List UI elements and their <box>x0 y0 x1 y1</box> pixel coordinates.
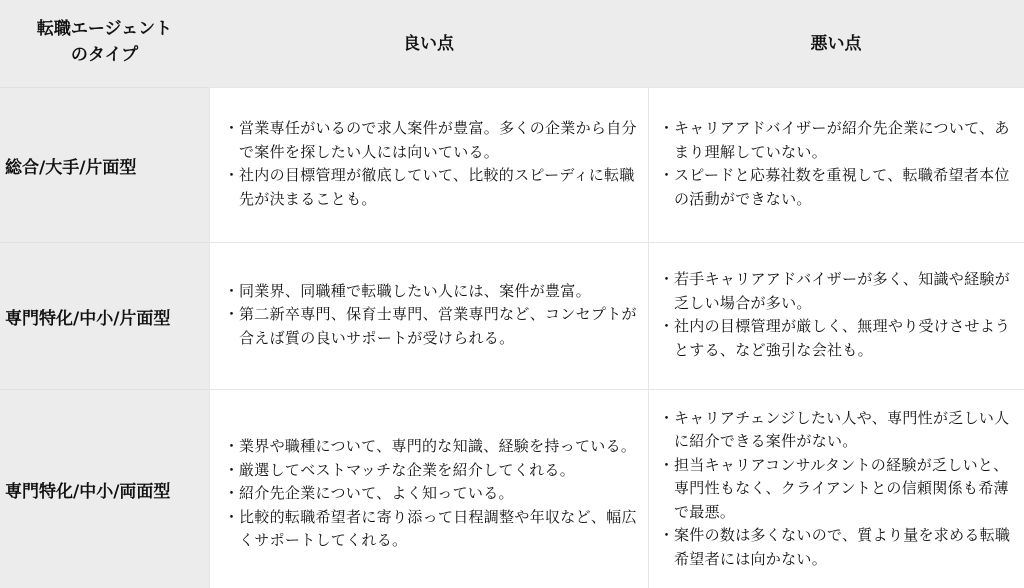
list-item: ・ 同業界、同職種で転職したい人には、案件が豊富。 <box>224 280 642 304</box>
list-item: ・ 社内の目標管理が徹底していて、比較的スピーディに転職先が決まることも。 <box>224 166 635 208</box>
good-points-general <box>209 87 648 242</box>
bullet-mark: ・ <box>224 437 240 456</box>
bullet-mark: ・ <box>659 317 675 335</box>
bad-points-general <box>648 87 1024 242</box>
bullet-mark: ・ <box>224 119 240 137</box>
good-points-specialized-one-sided <box>209 242 648 389</box>
bullet-mark: ・ <box>659 119 675 137</box>
bullet-mark: ・ <box>659 166 675 184</box>
list-item: ・ 厳選してベストマッチな企業を紹介してくれる。 <box>224 459 642 483</box>
bullet-mark: ・ <box>224 484 240 503</box>
column-header-type <box>0 0 209 87</box>
list-item: ・ 担当キャリアコンサルタントの経験が乏しいと、専門性もなく、クライアントとの信頼関係も希薄で最悪。 <box>659 455 1009 521</box>
list-item: ・ 営業専任がいるので求人案件が豊富。多くの企業から自分で案件を探したい人には向いている。 <box>224 119 637 161</box>
bullet-mark: ・ <box>659 526 675 545</box>
bullet-mark: ・ <box>659 408 675 427</box>
good-points-specialized-two-sided <box>209 389 648 588</box>
bullet-mark: ・ <box>224 281 240 300</box>
column-header-good: 良い点 <box>209 0 648 87</box>
bullet-mark: ・ <box>224 507 240 526</box>
bullet-mark: ・ <box>224 305 240 324</box>
list-item: ・ 紹介先企業について、よく知っている。 <box>224 482 642 506</box>
row-header-general: 総合/大手/片面型 <box>0 87 209 242</box>
list-item: ・ 案件の数は多くないので、質より量を求める転職希望者には向かない。 <box>659 526 1011 568</box>
column-header-bad: 悪い点 <box>648 0 1024 87</box>
list-item: ・ キャリアアドバイザーが紹介先企業について、あまり理解していない。 <box>659 119 1010 161</box>
bad-points-specialized-two-sided <box>648 389 1024 588</box>
list-item: ・ キャリアチェンジしたい人や、専門性が乏しい人に紹介できる案件がない。 <box>659 408 1010 451</box>
list-item: ・ スピードと応募社数を重視して、転職希望者本位の活動ができない。 <box>659 166 1010 208</box>
bullet-mark: ・ <box>224 460 240 479</box>
list-item: ・ 比較的転職希望者に寄り添って日程調整や年収など、幅広くサポートしてくれる。 <box>224 507 637 550</box>
column-header-type-line1: 転職エージェント <box>36 18 173 39</box>
bullet-mark: ・ <box>224 166 240 184</box>
list-item: ・ 社内の目標管理が厳しく、無理やり受けさせようとする、など強引な会社も。 <box>659 317 1011 359</box>
row-header-specialized-two-sided: 専門特化/中小/両面型 <box>0 389 209 588</box>
column-header-type-line2: のタイプ <box>70 44 139 65</box>
list-item: ・ 第二新卒専門、保育士専門、営業専門など、コンセプトが合えば質の良いサポートが受けられる。 <box>224 305 637 347</box>
list-item: ・ 業界や職種について、専門的な知識、経験を持っている。 <box>224 435 642 459</box>
row-header-specialized-one-sided: 専門特化/中小/片面型 <box>0 242 209 389</box>
bad-points-specialized-one-sided <box>648 242 1024 389</box>
list-item: ・ 若手キャリアアドバイザーが多く、知識や経験が乏しい場合が多い。 <box>659 270 1011 312</box>
bullet-mark: ・ <box>659 270 675 288</box>
bullet-mark: ・ <box>659 455 675 474</box>
